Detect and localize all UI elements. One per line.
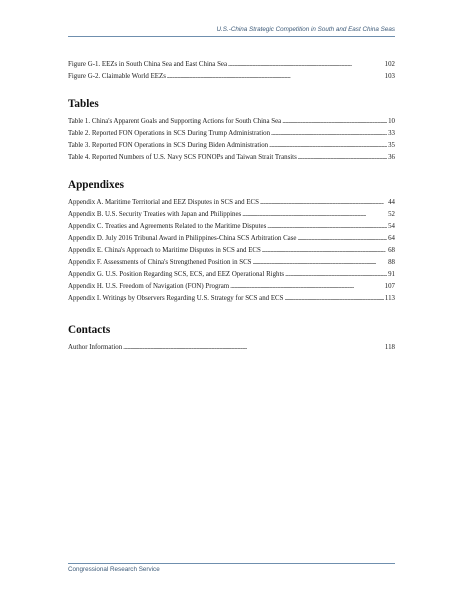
toc-entry-title: Table 4. Reported Numbers of U.S. Navy SCS FONOPs and Taiwan Strait Transits [68,154,297,161]
dot-leader [262,245,387,257]
dot-leader [285,269,387,281]
tables-list [68,116,395,164]
dot-leader [260,197,387,209]
toc-entry-page: 36 [388,154,395,161]
toc-entry[interactable] [68,293,395,305]
footer-rule [68,563,395,564]
toc-entry-title: Appendix G. U.S. Position Regarding SCS, ECS, and EEZ Operational Rights [68,271,285,278]
toc-entry-title: Appendix H. U.S. Freedom of Navigation (FON) Program [68,283,230,290]
dot-leader [271,128,387,140]
dot-leader [297,233,387,245]
running-footer: Congressional Research Service [68,566,160,573]
toc-entry[interactable] [68,140,395,152]
toc-entry[interactable] [68,281,395,293]
toc-entry-page: 113 [384,295,395,302]
toc-entry-page: 52 [388,211,395,218]
figures-list [68,59,395,83]
toc-entry-page: 54 [388,223,395,230]
toc-entry-title: Appendix E. China's Approach to Maritime Disputes in SCS and ECS [68,247,261,254]
toc-entry-page: 10 [388,118,395,125]
toc-entry-page: 33 [388,130,395,137]
toc-entry-title: Figure G-2. Claimable World EEZs [68,73,166,80]
toc-entry[interactable] [68,233,395,245]
toc-entry-page: 102 [384,61,395,68]
toc-entry-page: 64 [388,235,395,242]
dot-leader [167,71,384,83]
toc-entry-title: Appendix A. Maritime Territorial and EEZ Disputes in SCS and ECS [68,199,259,206]
toc-entry-title: Appendix C. Treaties and Agreements Related to the Maritime Disputes [68,223,267,230]
toc-entry-page: 88 [388,259,395,266]
toc-entry[interactable] [68,245,395,257]
dot-leader [269,140,387,152]
contacts-heading: Contacts [68,324,111,336]
table-of-contents [68,59,395,354]
toc-entry[interactable] [68,209,395,221]
dot-leader [267,221,387,233]
toc-entry-title: Author Information [68,344,123,351]
toc-entry[interactable] [68,342,395,354]
toc-entry-title: Table 2. Reported FON Operations in SCS During Trump Administration [68,130,271,137]
toc-entry-page: 118 [384,344,395,351]
toc-entry-page: 35 [388,142,395,149]
toc-entry-title: Figure G-1. EEZs in South China Sea and East China Sea [68,61,228,68]
toc-entry-title: Table 3. Reported FON Operations in SCS During Biden Administration [68,142,269,149]
toc-entry[interactable] [68,269,395,281]
toc-entry-title: Appendix D. July 2016 Tribunal Award in Philippines-China SCS Arbitration Case [68,235,297,242]
dot-leader [284,293,383,305]
dot-leader [230,281,384,293]
toc-entry-title: Appendix B. U.S. Security Treaties with Japan and Philippines [68,211,242,218]
appendixes-heading: Appendixes [68,179,124,191]
header-rule [68,36,395,37]
toc-entry-title: Appendix I. Writings by Observers Regarding U.S. Strategy for SCS and ECS [68,295,284,302]
toc-entry[interactable] [68,152,395,164]
toc-entry-page: 107 [384,283,395,290]
toc-entry[interactable] [68,128,395,140]
running-header: U.S.-China Strategic Competition in South and East China Seas [216,26,395,33]
dot-leader [298,152,387,164]
toc-entry-page: 44 [388,199,395,206]
toc-entry-page: 68 [388,247,395,254]
tables-heading: Tables [68,98,99,110]
appendixes-list [68,197,395,305]
dot-leader [123,342,384,354]
dot-leader [282,116,387,128]
toc-entry-page: 103 [384,73,395,80]
contacts-list [68,342,395,354]
toc-entry-title: Appendix F. Assessments of China's Strengthened Position in SCS [68,259,252,266]
dot-leader [253,257,388,269]
toc-entry[interactable] [68,71,395,83]
toc-entry-page: 91 [388,271,395,278]
toc-entry[interactable] [68,59,395,71]
toc-entry-title: Table 1. China's Apparent Goals and Supporting Actions for South China Sea [68,118,282,125]
toc-entry[interactable] [68,257,395,269]
toc-entry[interactable] [68,197,395,209]
dot-leader [228,59,384,71]
dot-leader [242,209,387,221]
toc-entry[interactable] [68,116,395,128]
toc-entry[interactable] [68,221,395,233]
